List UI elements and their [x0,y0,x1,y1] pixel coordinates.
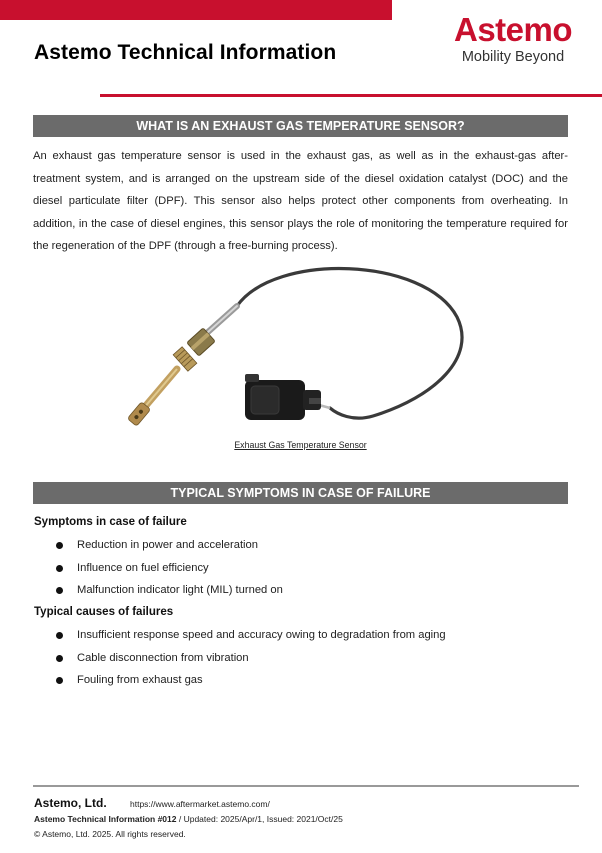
list-item [33,624,573,647]
bullet-icon [56,587,63,594]
astemo-logo [434,12,592,65]
list-item [33,669,573,692]
list-item [33,534,573,557]
bullet-icon [56,565,63,572]
sensor-image [105,262,495,434]
sensor-connector [245,374,321,420]
logo-wordmark: Astemo [453,11,573,48]
list-item-text: Cable disconnection from vibration [77,651,249,664]
list-item-text: Insufficient response speed and accuracy owing to degradation from aging [77,629,446,641]
document-title: Astemo Technical Information [34,41,337,64]
document-dates: / Updated: 2025/Apr/1, Issued: 2021/Oct/25 [176,814,343,824]
footer-divider [33,785,579,787]
list-item-text: Influence on fuel efficiency [77,561,209,574]
copyright: © Astemo, Ltd. 2025. All rights reserved. [34,829,186,839]
list-item-text: Malfunction indicator light (MIL) turned on [77,584,283,596]
bullet-icon [56,677,63,684]
logo-tagline: Mobility Beyond [461,49,565,65]
bullet-icon [56,542,63,549]
bullet-icon [56,632,63,639]
symptoms-label: Symptoms in case of failure [34,516,187,528]
list-item-text: Reduction in power and acceleration [77,539,258,551]
image-caption: Exhaust Gas Temperature Sensor [234,440,367,450]
section-heading-what-is: WHAT IS AN EXHAUST GAS TEMPERATURE SENSOR? [33,115,568,137]
list-item [33,557,573,580]
top-accent-bar [0,0,392,20]
causes-label: Typical causes of failures [34,606,174,618]
list-item-text: Fouling from exhaust gas [77,674,203,686]
causes-list [33,624,573,692]
company-name: Astemo, Ltd. [34,796,107,810]
section-heading-symptoms: TYPICAL SYMPTOMS IN CASE OF FAILURE [33,482,568,504]
header-divider [100,94,602,97]
document-id: Astemo Technical Information #012 [34,814,177,824]
symptoms-list [33,534,573,602]
bullet-icon [56,655,63,662]
intro-paragraph: An exhaust gas temperature sensor is used in the exhaust gas, as well as in the exhaust-gas after-treatment system, and is arranged on the upstream side of the diesel oxidation catalyst (DOC) and the diesel particulate filter (DPF). This sensor also helps protect other components from overheating. In addition, in the case of diesel engines, this sensor plays the role of monitoring the temperature required for the regeneration of the DPF (through a free-burning process). [33,150,568,252]
list-item [33,647,573,670]
list-item [33,579,573,602]
website-link[interactable]: https://www.aftermarket.astemo.com/ [130,799,270,809]
document-info [34,814,343,824]
